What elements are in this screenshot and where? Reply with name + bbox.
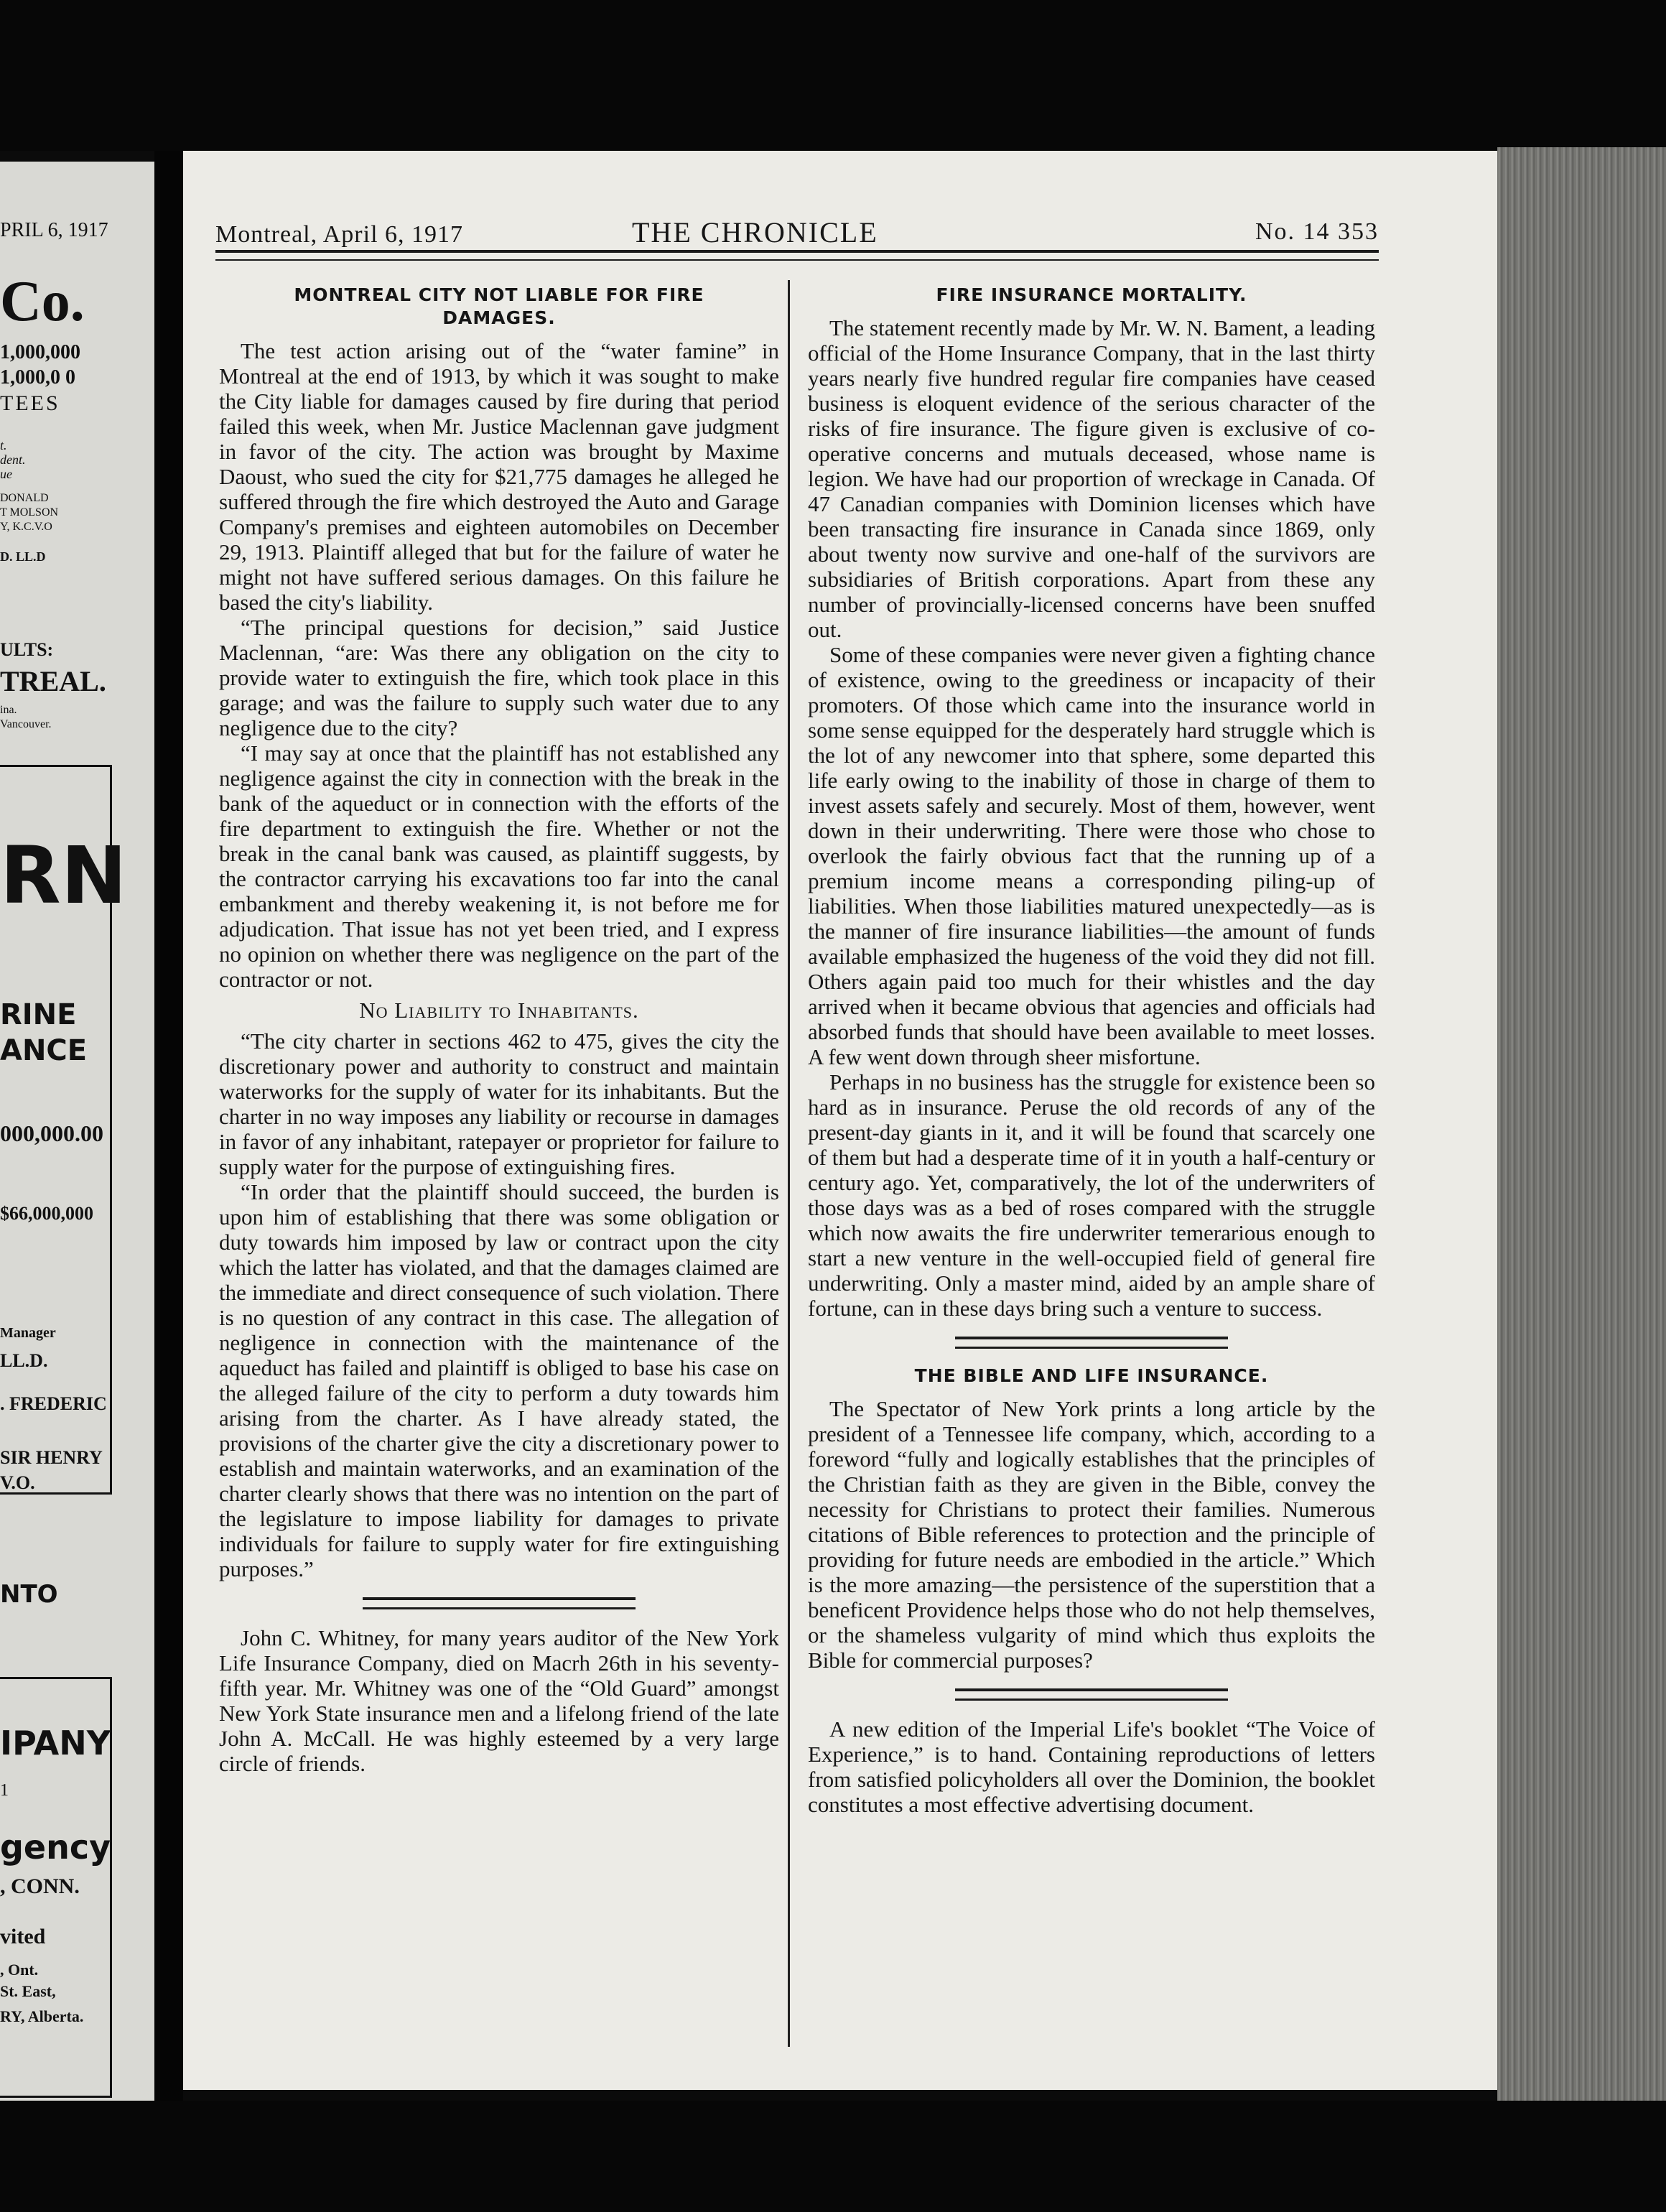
- left-page-text: TREAL.: [0, 665, 106, 697]
- left-column: [219, 284, 779, 1776]
- left-page-text: t.: [0, 438, 7, 452]
- left-page-text: D. LL.D: [0, 549, 46, 564]
- left-page-text: V.O.: [0, 1472, 35, 1493]
- column-divider: [788, 280, 790, 2047]
- article-headline: THE BIBLE AND LIFE INSURANCE.: [914, 1365, 1269, 1386]
- running-head-date: Montreal, April 6, 1917: [215, 221, 464, 248]
- article-paragraph: The Spectator of New York prints a long article by the president of a Tennessee life company, which, according to a foreword “fully and logically establishes that the principles of the Christian faith as they are given in the Bible, convey the necessity for Christians to protect their families. Numerous citations of Bible references to protection and the principle of providing for future needs are embodied in the article.” Which is the more amazing—the persistence of the superstition that a beneficent Providence helps those who do not help themselves, or the shameless vulgarity of mind which thus exploits the Bible for commercial purposes?: [808, 1396, 1375, 1673]
- section-rule: [363, 1597, 636, 1609]
- left-page-text: TEES: [0, 391, 60, 415]
- article-paragraph: The test action arising out of the “water famine” in Montreal at the end of 1913, by which it was sought to make the City liable for damages caused by fire during that period failed this week, when Mr. Justice Maclennan gave judgment in favor of the city. The action was brought by Maxime Daoust, who sued the city for $21,775 damages he alleged he suffered through the fire which destroyed the Auto and Garage Company's premises and eighteen automobiles on December 29, 1913. Plaintiff alleged that but for the failure of water he might not have suffered serious damages. On this failure he based the city's liability.: [219, 338, 779, 615]
- article-subhead: No Liability to Inhabitants.: [359, 998, 639, 1023]
- left-page-text: . FREDERIC: [0, 1393, 107, 1414]
- left-page-text: ULTS:: [0, 639, 54, 660]
- left-page-text: ANCE: [0, 1034, 88, 1067]
- left-page-text: RINE: [0, 998, 77, 1031]
- left-page-text: $66,000,000: [0, 1203, 93, 1224]
- article-paragraph: The statement recently made by Mr. W. N. Bament, a leading official of the Home Insurance Company, that in the last thirty years nearly five hundred regular fire companies have ceased business is eloquent evidence of the serious character of the risks of fire insurance. The figure given is exclusive of co-operative concerns and mutuals deceased, whose name is legion. We have had our proportion of wreckage in Canada. Of 47 Canadian companies with Dominion licenses which have been transacting fire insurance in Canada since 1869, only about twenty now survive and one-half of the survivors are subsidiaries of British corporations. Apart from these any number of provincially-licensed concerns have been snuffed out.: [808, 315, 1375, 642]
- scan-top-border: [0, 0, 1666, 151]
- article-paragraph: “The principal questions for decision,” said Justice Maclennan, “are: Was there any obligation on the city to provide water to extinguish the fire, which took place in this garage; and was the failure to supply such water due to any negligence due to the city?: [219, 615, 779, 740]
- facing-page-fragment: [0, 162, 154, 2101]
- left-page-text: 1,000,000: [0, 341, 80, 363]
- left-page-text: NTO: [0, 1580, 58, 1609]
- section-rule: [955, 1337, 1228, 1349]
- article-paragraph: Some of these companies were never given a fighting chance of existence, owing to the greediness or incapacity of their promoters. Of those which came into the insurance world in some sense equipped for the desperately hard struggle which is the lot of any newcomer into that sphere, some departed this life early owing to the inability of those in charge of them to invest assets safely and securely. Most of them, however, went down in their underwriting. There were those who chose to overlook the fairly obvious fact that the running up of a premium income means a corresponding piling-up of liabilities. When those liabilities matured unexpectedly—as is the manner of fire insurance liabilities—the amount of funds available emphasized the hugeness of the void they did not fill. Others again paid too much for their whistles and the day arrived when it became obvious that agencies and officials had absorbed funds that should have been available to meet losses. A few went down through sheer misfortune.: [808, 642, 1375, 1069]
- left-page-text: DONALD: [0, 492, 49, 504]
- right-column: [808, 284, 1375, 1817]
- left-page-text: 1,000,0 0: [0, 366, 75, 389]
- book-gutter: [154, 151, 183, 2212]
- left-page-text: gency: [0, 1828, 111, 1867]
- left-page-text: RY, Alberta.: [0, 2007, 84, 2025]
- article-paragraph: “The city charter in sections 462 to 475, gives the city the discretionary power and authority to construct and maintain waterworks for the supply of water for its inhabitants. But the charter in no way imposes any liability or recourse in damages in favor of any inhabitant, ratepayer or proprietor for failure to supply water for the purpose of extinguishing fires.: [219, 1028, 779, 1179]
- left-page-text: RN: [0, 830, 127, 921]
- article-paragraph: A new edition of the Imperial Life's booklet “The Voice of Experience,” is to hand. Containing reproductions of letters from satisfied policyholders all over the Dominion, the booklet constitutes a most effective advertising document.: [808, 1716, 1375, 1817]
- left-page-text: , Ont.: [0, 1961, 39, 1979]
- left-page-text: Vancouver.: [0, 718, 52, 730]
- article-paragraph: “I may say at once that the plaintiff has not established any negligence against the city in connection with the break in the bank of the aqueduct or in connection with the efforts of the fire department to extinguish the fire. Whether or not the break in the canal bank was caused, as plaintiff suggests, by the contractor carrying his excavations too far into the canal embankment and thereby weakening it, is not before me for adjudication. That issue has not yet been tried, and I express no opinion on whether there was negligence on the part of the contractor or not.: [219, 740, 779, 992]
- article-headline: MONTREAL CITY NOT LIABLE FOR FIRE DAMAGES.: [294, 284, 704, 328]
- left-page-text: T MOLSON: [0, 506, 59, 519]
- left-page-text: St. East,: [0, 1982, 56, 2000]
- left-page-text: ue: [0, 467, 12, 481]
- left-page-text: , CONN.: [0, 1874, 80, 1898]
- left-page-text: 000,000.00: [0, 1120, 103, 1146]
- obituary-paragraph: John C. Whitney, for many years auditor of the New York Life Insurance Company, died on Macrh 26th in his seventy-fifth year. Mr. Whitney was one of the “Old Guard” amongst New York State insurance men and a lifelong friend of the late John A. McCall. He was highly esteemed by a very large circle of friends.: [219, 1625, 779, 1776]
- article-headline: FIRE INSURANCE MORTALITY.: [936, 284, 1247, 305]
- article-paragraph: “In order that the plaintiff should succeed, the burden is upon him of establishing that there was some obligation or duty towards him imposed by law or contract upon the city which the latter has violated, and that the damages claimed are the immediate and direct consequence of such violation. There is no question of any contract in this case. The allegation of negligence in connection with the maintenance of the aqueduct has failed and plaintiff is obliged to base his case on the alleged failure of the city to perform a duty towards him arising from the charter. As I have already stated, the provisions of the charter give the city a discretionary power to establish and maintain waterworks, and an examination of the charter clearly shows that there was no intention on the part of the legislature to impose liability for damages to private individuals for failure to supply water for fire extinguishing purposes.”: [219, 1179, 779, 1581]
- left-page-text: SIR HENRY: [0, 1447, 103, 1468]
- article-paragraph: Perhaps in no business has the struggle for existence been so hard as in insurance. Peruse the old records of any of the present-day giants in it, and it will be found that scarcely one of them but had a desperate time of it in youth a half-century or century ago. Yet, comparatively, the lot of the underwriters of those days was as a bed of roses compared with the struggle which now awaits the fire underwriter temerarious enough to start a new venture in the well-occupied field of general fire underwriting. Only a master mind, aided by an ample share of fortune, can in these days bring such a venture to success.: [808, 1069, 1375, 1321]
- left-page-text: Y, K.C.V.O: [0, 521, 52, 533]
- left-page-text: 1: [0, 1781, 9, 1800]
- left-page-date: PRIL 6, 1917: [0, 219, 108, 241]
- issue-page-number: No. 14 353: [1255, 218, 1379, 245]
- publication-title: THE CHRONICLE: [632, 216, 878, 248]
- left-page-text: dent.: [0, 452, 26, 467]
- left-page-text: ina.: [0, 704, 17, 716]
- left-page-co: Co.: [0, 270, 85, 333]
- page-stack-edge: [1497, 147, 1666, 2129]
- header-rule: [215, 250, 1379, 261]
- left-page-text: IPANY: [0, 1724, 111, 1762]
- left-page-text: LL.D.: [0, 1350, 48, 1371]
- section-rule: [955, 1688, 1228, 1701]
- left-page-text: Manager: [0, 1325, 56, 1341]
- left-page-text: vited: [0, 1925, 46, 1948]
- scan-bottom-border: [0, 2101, 1666, 2212]
